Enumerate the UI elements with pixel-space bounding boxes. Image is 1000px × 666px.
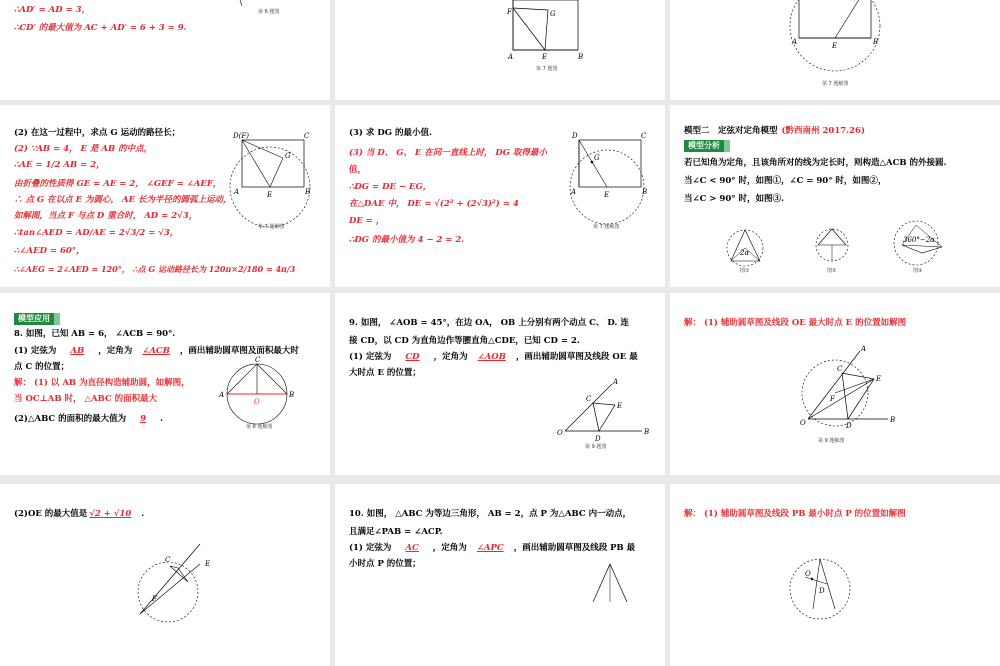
label: A (234, 188, 240, 196)
body-text: 若已知角为定角，且该角所对的线为定长时，则构造△ACB 的外接圆. (684, 158, 947, 168)
solution-line: ∴tan∠AED = AD/AE = 2√3/2 = √3， (14, 228, 179, 238)
label: B (890, 416, 896, 424)
question-text: 接 CD，以 CD 为直角边作等腰直角△CDE，已知 CD = 2. (349, 336, 580, 346)
label: O (800, 419, 806, 427)
solution-line: 解： (1) 辅助圆草图及线段 OE 最大时点 E 的位置如解图 (684, 318, 907, 328)
question-text: (1) 定弦为 CD ，定角为 ∠AOB ，画出辅助圆草图及线段 OE 最 (349, 352, 638, 362)
label: A (792, 38, 798, 46)
slide-8[interactable] (335, 293, 665, 475)
solution-line: ∴AE = 1/2 AB = 2， (14, 160, 105, 170)
solution-line: ∴ 点 G 在以点 E 为圆心， AE 长为半径的圆弧上运动， (14, 195, 232, 205)
body-text: 当∠C > 90° 时，如图③. (684, 194, 784, 204)
angle-label: 360°−2α (903, 236, 935, 244)
solution-line: 当 OC⊥AB 时， △ABC 的面积最大 (14, 394, 158, 404)
label: C (304, 132, 310, 140)
figure-10-solution (775, 549, 875, 609)
label: D (846, 422, 852, 430)
slide-1[interactable] (0, 0, 330, 100)
text-line: ∴CD′ 的最大值为 AC + AD′ = 6 + 3 = 9. (14, 23, 187, 33)
label: O (805, 570, 811, 578)
label: D (819, 587, 825, 595)
question-text: 10. 如图， △ABC 为等边三角形， AB = 2，点 P 为△ABC 内一动点， (349, 509, 632, 519)
question-text: (3) 求 DG 的最小值. (349, 128, 432, 138)
figure-9 (557, 378, 665, 451)
label: E (876, 375, 882, 383)
question-text: 8. 如图，已知 AB = 6， ∠ACB = 90°. (14, 329, 176, 339)
answer-blank: AB (70, 346, 85, 356)
label: F (830, 395, 835, 403)
label: B (578, 53, 584, 61)
answer-blank: CD (405, 352, 420, 362)
solution-line: ∴DG 的最小值为 4 − 2 = 2. (349, 235, 465, 245)
solution-line: 解： (1) 辅助圆草图及线段 PB 最小时点 P 的位置如解图 (684, 509, 906, 519)
label: D(F) (233, 132, 249, 140)
figure-caption: 图① (740, 268, 750, 274)
figure-9-solution (788, 341, 908, 441)
slide-9[interactable] (670, 293, 1000, 475)
label: E (617, 402, 623, 410)
figure-caption: 第 7 题图 (536, 66, 558, 72)
solution-line: ∴∠AED = 60°， (14, 246, 85, 256)
question-text: (2) 在这一过程中，求点 G 运动的路径长； (14, 128, 181, 138)
label: G (285, 152, 291, 160)
figure-6-fragment (230, 0, 290, 10)
slide-10[interactable] (0, 484, 330, 666)
question-text: (2)OE 的最大值是 √2 + √10 . (14, 509, 145, 519)
label: A (219, 391, 225, 399)
body-text: 当∠C < 90° 时，如图①，∠C = 90° 时，如图②， (684, 176, 887, 186)
figure-caption: 第 7 题解图 (822, 81, 849, 87)
figure-caption: 图③ (913, 268, 923, 274)
label: B (644, 428, 650, 436)
figure-caption: 第 7 题解图 (258, 224, 285, 230)
slide-2[interactable] (335, 0, 665, 100)
label: O (254, 398, 260, 406)
figure-caption: 第 9 题解图 (818, 438, 845, 444)
label: A (571, 188, 577, 196)
slide-4[interactable] (0, 105, 330, 287)
label: B (642, 188, 648, 196)
label: C (641, 132, 647, 140)
section-badge: 模型应用 (14, 313, 60, 325)
answer-blank: 9 (140, 414, 147, 424)
question-text: (1) 定弦为 AC ，定角为 ∠APC ，画出辅助圆草图及线段 PB 最 (349, 543, 636, 553)
slide-5[interactable] (335, 105, 665, 287)
section-badge: 模型分析 (684, 140, 730, 152)
label: E (205, 560, 211, 568)
label: G (550, 10, 556, 18)
solution-line: DE = ， (349, 216, 385, 226)
label: B (305, 188, 311, 196)
label: B (289, 391, 295, 399)
section-title: 模型二 定弦对定角模型 (黔西南州 2017.26) (684, 126, 865, 136)
label: E (604, 191, 610, 199)
solution-line: 由折叠的性质得 GE = AE = 2， ∠GEF = ∠AEF， (14, 179, 222, 189)
question-text: 小时点 P 的位置； (349, 559, 421, 569)
solution-line: 值， (349, 165, 367, 175)
answer-blank: ∠AOB (477, 352, 506, 362)
question-text: (1) 定弦为 AB ，定角为 ∠ACB ，画出辅助圆草图及面积最大时 (14, 346, 299, 356)
figure-caption: 第 8 题解图 (246, 424, 273, 430)
angle-label: 2α (740, 249, 750, 257)
answer-blank: √2 + √10 (89, 509, 132, 519)
label: B (873, 38, 879, 46)
slide-7[interactable] (0, 293, 330, 475)
question-text: 大时点 E 的位置； (349, 368, 421, 378)
label: D (595, 435, 601, 443)
text-line: ∴AD′ = AD = 3， (14, 5, 91, 15)
solution-line: 在△DAE 中， DE = √(2² + (2√3)²) = 4 (349, 199, 519, 209)
answer-blank: AC (405, 543, 419, 553)
label: C (255, 356, 261, 364)
figure-7 (335, 0, 665, 100)
answer-blank: ∠ACB (142, 346, 170, 356)
solution-line: 如解图，当点 F 与点 D 重合时， AD = 2√3， (14, 211, 198, 221)
figure-caption: 第 7 题解图 (593, 224, 620, 230)
answer-blank: ∠APC (476, 543, 504, 553)
slide-6[interactable] (670, 105, 1000, 287)
figure-caption: 第 9 题图 (585, 444, 607, 450)
solution-line: (3) 当 D、 G、 E 在同一直线上时， DG 取得最小 (349, 148, 547, 158)
solution-line: ∴DG = DE − EG， (349, 182, 432, 192)
question-text: 点 C 的位置； (14, 362, 70, 372)
solution-line: ∴∠AEG = 2∠AED = 120°， ∴点 G 运动路径长为 120π×2/180 = 4π/3 (14, 264, 296, 274)
solution-line: 解： (1) 以 AB 为直径构造辅助圆，如解图， (14, 378, 190, 388)
label: G (594, 154, 600, 162)
slide-12[interactable] (670, 484, 1000, 666)
solution-line: (2) ∵AB = 4， E 是 AB 的中点， (14, 144, 153, 154)
question-text: 且满足∠PAB = ∠ACP. (349, 527, 443, 537)
figure-caption: 第 6 题图 (258, 9, 280, 15)
label: A (861, 345, 867, 353)
label: C (165, 556, 171, 564)
label: E (832, 42, 838, 50)
question-text: (2)△ABC 的面积的最大值为 9 . (14, 414, 164, 424)
figure-8-solution (219, 356, 312, 427)
slide-3[interactable] (670, 0, 1000, 100)
question-text: 9. 如图， ∠AOB = 45°，在边 OA， OB 上分别有两个动点 C、 D. 连 (349, 318, 629, 328)
figure-9-part2 (120, 544, 240, 604)
label: E (542, 53, 548, 61)
figure-caption: 图② (827, 268, 837, 274)
label: F (152, 595, 157, 603)
label: A (613, 378, 619, 386)
label: C (586, 395, 592, 403)
label: F (507, 8, 512, 16)
figure-10 (583, 562, 643, 602)
model-figures (670, 213, 1000, 287)
label: C (837, 365, 843, 373)
label: E (267, 191, 273, 199)
label: A (508, 53, 514, 61)
slide-11[interactable] (335, 484, 665, 666)
label: D (572, 132, 578, 140)
label: O (557, 429, 563, 437)
